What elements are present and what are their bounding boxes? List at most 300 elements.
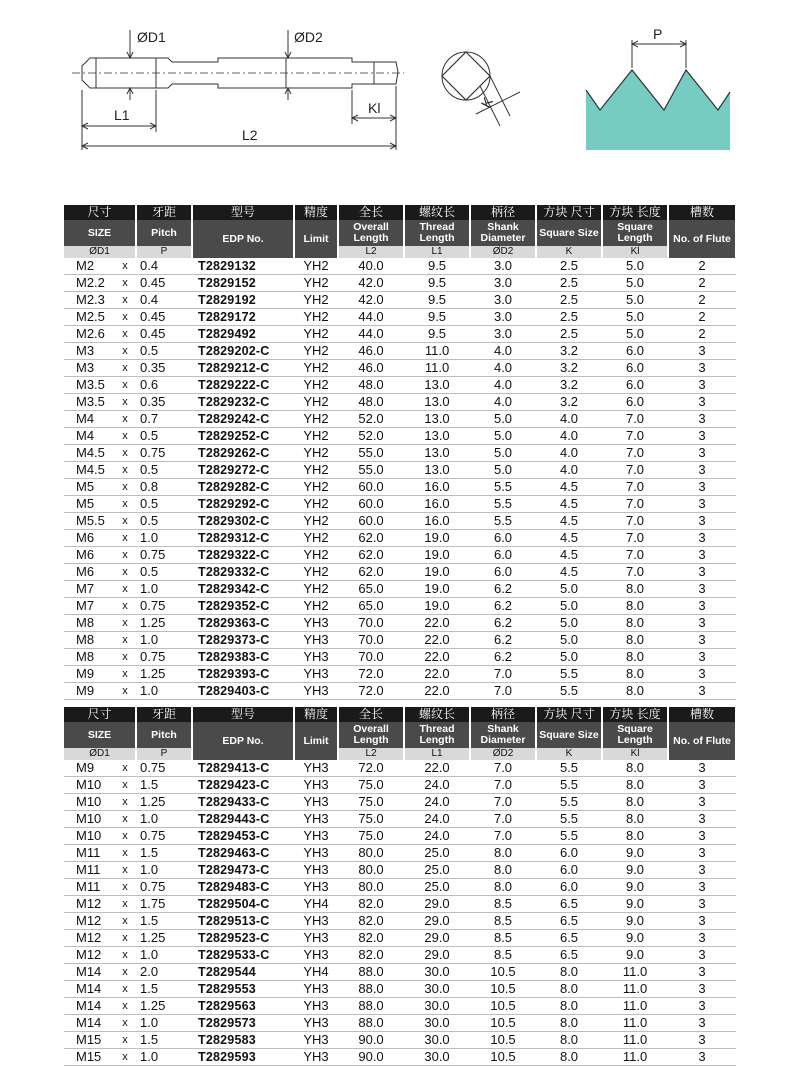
cell-pitch: 0.75	[136, 445, 192, 462]
cell-size: M8	[64, 632, 114, 649]
header-square-zh: 方块 尺寸	[536, 205, 602, 220]
cell-thread-length: 29.0	[404, 947, 470, 964]
cell-thread-length: 11.0	[404, 360, 470, 377]
cell-x: x	[114, 343, 136, 360]
table-row	[64, 411, 736, 428]
cell-size: M8	[64, 649, 114, 666]
cell-flutes: 3	[668, 1032, 736, 1049]
cell-limit: YH2	[294, 360, 338, 377]
cell-thread-length: 29.0	[404, 930, 470, 947]
cell-thread-length: 29.0	[404, 913, 470, 930]
cell-square-length: 11.0	[602, 981, 668, 998]
cell-overall-length: 44.0	[338, 309, 404, 326]
header-flute-zh: 槽数	[668, 707, 736, 722]
cell-overall-length: 42.0	[338, 275, 404, 292]
cell-flutes: 3	[668, 598, 736, 615]
cell-overall-length: 90.0	[338, 1032, 404, 1049]
cell-shank-diameter: 10.5	[470, 981, 536, 998]
cell-limit: YH2	[294, 309, 338, 326]
cell-thread-length: 24.0	[404, 794, 470, 811]
cell-shank-diameter: 8.5	[470, 947, 536, 964]
cell-pitch: 1.75	[136, 896, 192, 913]
cell-overall-length: 75.0	[338, 777, 404, 794]
cell-limit: YH2	[294, 581, 338, 598]
cell-limit: YH4	[294, 896, 338, 913]
cell-pitch: 0.75	[136, 828, 192, 845]
cell-shank-diameter: 5.5	[470, 479, 536, 496]
cell-square-length: 11.0	[602, 1049, 668, 1066]
cell-shank-diameter: 7.0	[470, 683, 536, 700]
cell-edp: T2829553	[192, 981, 294, 998]
cell-limit: YH3	[294, 760, 338, 777]
cell-square-length: 8.0	[602, 794, 668, 811]
cell-overall-length: 46.0	[338, 343, 404, 360]
cell-pitch: 0.7	[136, 411, 192, 428]
header-square: Square Size	[536, 722, 602, 748]
cell-edp: T2829443-C	[192, 811, 294, 828]
cell-edp: T2829302-C	[192, 513, 294, 530]
cell-square-length: 11.0	[602, 998, 668, 1015]
cell-overall-length: 48.0	[338, 394, 404, 411]
cell-edp: T2829544	[192, 964, 294, 981]
cell-square-length: 5.0	[602, 292, 668, 309]
cell-square-length: 7.0	[602, 530, 668, 547]
cell-thread-length: 9.5	[404, 275, 470, 292]
cell-thread-length: 13.0	[404, 445, 470, 462]
cell-overall-length: 70.0	[338, 632, 404, 649]
cell-edp: T2829272-C	[192, 462, 294, 479]
cell-flutes: 3	[668, 862, 736, 879]
cell-size: M12	[64, 930, 114, 947]
table-row	[64, 309, 736, 326]
cell-size: M2.6	[64, 326, 114, 343]
cell-overall-length: 42.0	[338, 292, 404, 309]
cell-edp: T2829152	[192, 275, 294, 292]
cell-overall-length: 88.0	[338, 998, 404, 1015]
cell-overall-length: 72.0	[338, 760, 404, 777]
cell-size: M12	[64, 896, 114, 913]
cell-thread-length: 25.0	[404, 879, 470, 896]
cell-square-size: 2.5	[536, 275, 602, 292]
cell-flutes: 3	[668, 513, 736, 530]
table-row	[64, 615, 736, 632]
label-p: P	[653, 26, 663, 42]
cell-edp: T2829433-C	[192, 794, 294, 811]
cell-pitch: 0.5	[136, 343, 192, 360]
cell-flutes: 3	[668, 998, 736, 1015]
cell-x: x	[114, 862, 136, 879]
cell-overall-length: 88.0	[338, 1015, 404, 1032]
cell-overall-length: 55.0	[338, 462, 404, 479]
header-overall-zh: 全长	[338, 707, 404, 722]
cell-overall-length: 72.0	[338, 666, 404, 683]
cell-pitch: 0.5	[136, 513, 192, 530]
cell-overall-length: 72.0	[338, 683, 404, 700]
cell-edp: T2829282-C	[192, 479, 294, 496]
header-square: Square Size	[536, 220, 602, 246]
cell-size: M7	[64, 581, 114, 598]
cell-square-length: 7.0	[602, 513, 668, 530]
cell-flutes: 2	[668, 309, 736, 326]
cell-size: M4	[64, 411, 114, 428]
cell-thread-length: 30.0	[404, 964, 470, 981]
cell-thread-length: 9.5	[404, 326, 470, 343]
cell-limit: YH2	[294, 258, 338, 275]
cell-flutes: 3	[668, 1049, 736, 1066]
table-row	[64, 547, 736, 564]
cell-pitch: 0.5	[136, 496, 192, 513]
cell-edp: T2829242-C	[192, 411, 294, 428]
cell-flutes: 3	[668, 428, 736, 445]
cell-square-length: 7.0	[602, 445, 668, 462]
cell-edp: T2829363-C	[192, 615, 294, 632]
cell-square-length: 11.0	[602, 1015, 668, 1032]
header-thread-zh: 螺纹长	[404, 205, 470, 220]
cell-limit: YH2	[294, 377, 338, 394]
cell-shank-diameter: 6.2	[470, 649, 536, 666]
cell-square-size: 4.0	[536, 462, 602, 479]
cell-overall-length: 90.0	[338, 1049, 404, 1066]
cell-size: M14	[64, 998, 114, 1015]
cell-shank-diameter: 7.0	[470, 777, 536, 794]
label-d2: ØD2	[294, 29, 323, 45]
cell-thread-length: 24.0	[404, 777, 470, 794]
cell-shank-diameter: 10.5	[470, 1032, 536, 1049]
table-row	[64, 1032, 736, 1049]
cell-square-length: 9.0	[602, 862, 668, 879]
header-shank-zh: 柄径	[470, 707, 536, 722]
cell-thread-length: 16.0	[404, 496, 470, 513]
tap-dimension-diagram	[0, 0, 800, 180]
cell-square-length: 8.0	[602, 615, 668, 632]
table-row	[64, 1015, 736, 1032]
cell-flutes: 3	[668, 683, 736, 700]
table-row	[64, 360, 736, 377]
cell-pitch: 1.5	[136, 1032, 192, 1049]
cell-square-size: 5.5	[536, 794, 602, 811]
table-row	[64, 564, 736, 581]
cell-square-size: 5.0	[536, 649, 602, 666]
header-pitch-sym: P	[136, 246, 192, 258]
cell-square-size: 5.5	[536, 683, 602, 700]
cell-square-size: 8.0	[536, 1049, 602, 1066]
cell-flutes: 3	[668, 930, 736, 947]
cell-x: x	[114, 1032, 136, 1049]
cell-square-size: 4.5	[536, 564, 602, 581]
header-thread: Thread Length	[404, 722, 470, 748]
cell-shank-diameter: 7.0	[470, 811, 536, 828]
cell-shank-diameter: 6.2	[470, 598, 536, 615]
header-edp: EDP No.	[192, 722, 294, 760]
cell-flutes: 3	[668, 981, 736, 998]
cell-overall-length: 52.0	[338, 428, 404, 445]
cell-square-length: 9.0	[602, 930, 668, 947]
cell-x: x	[114, 445, 136, 462]
cell-pitch: 1.0	[136, 862, 192, 879]
cell-size: M6	[64, 564, 114, 581]
cell-limit: YH2	[294, 428, 338, 445]
cell-overall-length: 75.0	[338, 828, 404, 845]
cell-square-length: 8.0	[602, 777, 668, 794]
cell-square-size: 5.0	[536, 581, 602, 598]
cell-shank-diameter: 5.0	[470, 462, 536, 479]
cell-thread-length: 9.5	[404, 309, 470, 326]
cell-limit: YH3	[294, 947, 338, 964]
cell-size: M7	[64, 598, 114, 615]
cell-overall-length: 46.0	[338, 360, 404, 377]
cell-shank-diameter: 10.5	[470, 1049, 536, 1066]
cell-x: x	[114, 598, 136, 615]
cell-size: M4.5	[64, 445, 114, 462]
cell-pitch: 0.75	[136, 760, 192, 777]
cell-square-size: 5.0	[536, 598, 602, 615]
header-thread-sym: L1	[404, 246, 470, 258]
cell-edp: T2829463-C	[192, 845, 294, 862]
cell-pitch: 0.5	[136, 462, 192, 479]
table-row	[64, 445, 736, 462]
label-l1: L1	[114, 107, 130, 123]
cell-edp: T2829132	[192, 258, 294, 275]
cell-limit: YH2	[294, 343, 338, 360]
cell-flutes: 2	[668, 292, 736, 309]
cell-size: M14	[64, 964, 114, 981]
cell-x: x	[114, 547, 136, 564]
cell-square-size: 4.5	[536, 479, 602, 496]
cell-size: M3.5	[64, 377, 114, 394]
header-size: SIZE	[64, 722, 136, 748]
cell-x: x	[114, 845, 136, 862]
cell-shank-diameter: 6.0	[470, 564, 536, 581]
cell-flutes: 3	[668, 666, 736, 683]
table-row	[64, 530, 736, 547]
table-row	[64, 326, 736, 343]
cell-shank-diameter: 3.0	[470, 258, 536, 275]
header-overall: Overall Length	[338, 722, 404, 748]
cell-square-length: 6.0	[602, 377, 668, 394]
cell-size: M9	[64, 760, 114, 777]
cell-limit: YH3	[294, 1049, 338, 1066]
cell-x: x	[114, 292, 136, 309]
header-pitch-zh: 牙距	[136, 205, 192, 220]
cell-edp: T2829573	[192, 1015, 294, 1032]
cell-overall-length: 88.0	[338, 964, 404, 981]
cell-square-size: 6.5	[536, 947, 602, 964]
cell-square-length: 5.0	[602, 275, 668, 292]
cell-square-length: 8.0	[602, 632, 668, 649]
cell-square-size: 5.5	[536, 666, 602, 683]
cell-square-size: 6.0	[536, 879, 602, 896]
cell-square-length: 8.0	[602, 666, 668, 683]
cell-edp: T2829252-C	[192, 428, 294, 445]
label-l2: L2	[242, 127, 258, 143]
cell-thread-length: 30.0	[404, 998, 470, 1015]
cell-pitch: 2.0	[136, 964, 192, 981]
cell-x: x	[114, 777, 136, 794]
label-k: K	[477, 94, 497, 111]
cell-thread-length: 13.0	[404, 411, 470, 428]
cell-edp: T2829453-C	[192, 828, 294, 845]
cell-square-size: 5.0	[536, 632, 602, 649]
table-row	[64, 462, 736, 479]
table-row	[64, 513, 736, 530]
table-row	[64, 981, 736, 998]
table-row	[64, 581, 736, 598]
table-row	[64, 258, 736, 275]
cell-limit: YH3	[294, 615, 338, 632]
cell-pitch: 1.5	[136, 777, 192, 794]
cell-thread-length: 9.5	[404, 258, 470, 275]
cell-shank-diameter: 8.0	[470, 862, 536, 879]
table-row	[64, 828, 736, 845]
cell-shank-diameter: 4.0	[470, 394, 536, 411]
cell-overall-length: 80.0	[338, 879, 404, 896]
header-size-sym: ØD1	[64, 748, 136, 760]
table-row	[64, 666, 736, 683]
cell-pitch: 0.75	[136, 649, 192, 666]
cell-pitch: 0.4	[136, 258, 192, 275]
cell-limit: YH3	[294, 1032, 338, 1049]
cell-flutes: 3	[668, 547, 736, 564]
cell-edp: T2829202-C	[192, 343, 294, 360]
cell-flutes: 3	[668, 530, 736, 547]
table-row	[64, 811, 736, 828]
table-row	[64, 1049, 736, 1066]
cell-x: x	[114, 530, 136, 547]
cell-limit: YH2	[294, 462, 338, 479]
cell-thread-length: 25.0	[404, 862, 470, 879]
cell-square-length: 5.0	[602, 309, 668, 326]
cell-pitch: 1.25	[136, 930, 192, 947]
cell-flutes: 2	[668, 275, 736, 292]
cell-edp: T2829383-C	[192, 649, 294, 666]
cell-size: M3	[64, 360, 114, 377]
cell-flutes: 3	[668, 1015, 736, 1032]
cell-size: M2.5	[64, 309, 114, 326]
cell-square-length: 5.0	[602, 258, 668, 275]
cell-edp: T2829563	[192, 998, 294, 1015]
cell-thread-length: 19.0	[404, 530, 470, 547]
cell-overall-length: 70.0	[338, 649, 404, 666]
header-square-len: Square Length	[602, 722, 668, 748]
table-row	[64, 760, 736, 777]
cell-edp: T2829262-C	[192, 445, 294, 462]
header-shank-sym: ØD2	[470, 748, 536, 760]
cell-shank-diameter: 5.5	[470, 513, 536, 530]
cell-pitch: 1.0	[136, 947, 192, 964]
table-row	[64, 598, 736, 615]
cell-square-length: 9.0	[602, 896, 668, 913]
cell-edp: T2829332-C	[192, 564, 294, 581]
cell-limit: YH2	[294, 292, 338, 309]
cell-shank-diameter: 8.5	[470, 930, 536, 947]
cell-limit: YH3	[294, 632, 338, 649]
cell-flutes: 3	[668, 479, 736, 496]
cell-edp: T2829504-C	[192, 896, 294, 913]
cell-limit: YH4	[294, 964, 338, 981]
cell-overall-length: 65.0	[338, 598, 404, 615]
cell-flutes: 3	[668, 760, 736, 777]
cell-size: M14	[64, 1015, 114, 1032]
cell-overall-length: 60.0	[338, 479, 404, 496]
table-row	[64, 683, 736, 700]
cell-square-length: 7.0	[602, 479, 668, 496]
cell-limit: YH2	[294, 513, 338, 530]
cell-edp: T2829352-C	[192, 598, 294, 615]
cell-size: M15	[64, 1032, 114, 1049]
cell-thread-length: 22.0	[404, 666, 470, 683]
cell-square-length: 8.0	[602, 828, 668, 845]
cell-shank-diameter: 10.5	[470, 964, 536, 981]
cell-edp: T2829373-C	[192, 632, 294, 649]
header-size-zh: 尺寸	[64, 707, 136, 722]
cell-flutes: 3	[668, 632, 736, 649]
cell-thread-length: 19.0	[404, 598, 470, 615]
cell-shank-diameter: 6.0	[470, 547, 536, 564]
cell-square-length: 8.0	[602, 649, 668, 666]
header-pitch-zh: 牙距	[136, 707, 192, 722]
cell-x: x	[114, 896, 136, 913]
cell-shank-diameter: 3.0	[470, 309, 536, 326]
cell-thread-length: 13.0	[404, 377, 470, 394]
header-square-len-zh: 方块 长度	[602, 707, 668, 722]
cell-x: x	[114, 309, 136, 326]
cell-flutes: 2	[668, 326, 736, 343]
cell-flutes: 3	[668, 411, 736, 428]
cell-edp: T2829413-C	[192, 760, 294, 777]
cell-flutes: 3	[668, 377, 736, 394]
cell-square-size: 3.2	[536, 377, 602, 394]
cell-shank-diameter: 5.0	[470, 411, 536, 428]
cell-square-size: 4.0	[536, 445, 602, 462]
cell-limit: YH2	[294, 479, 338, 496]
cell-square-length: 8.0	[602, 581, 668, 598]
cell-pitch: 0.45	[136, 309, 192, 326]
cell-thread-length: 13.0	[404, 428, 470, 445]
cell-pitch: 1.5	[136, 981, 192, 998]
cell-square-size: 4.5	[536, 513, 602, 530]
cell-x: x	[114, 1049, 136, 1066]
header-thread: Thread Length	[404, 220, 470, 246]
cell-square-size: 4.0	[536, 428, 602, 445]
header-shank-zh: 柄径	[470, 205, 536, 220]
cell-x: x	[114, 879, 136, 896]
cell-x: x	[114, 649, 136, 666]
cell-square-length: 6.0	[602, 394, 668, 411]
cell-pitch: 0.75	[136, 598, 192, 615]
cell-edp: T2829212-C	[192, 360, 294, 377]
cell-square-size: 3.2	[536, 394, 602, 411]
cell-square-size: 8.0	[536, 998, 602, 1015]
cell-edp: T2829322-C	[192, 547, 294, 564]
header-shank-sym: ØD2	[470, 246, 536, 258]
cell-edp: T2829533-C	[192, 947, 294, 964]
cell-limit: YH3	[294, 913, 338, 930]
cell-shank-diameter: 7.0	[470, 760, 536, 777]
cell-square-size: 4.5	[536, 547, 602, 564]
cell-limit: YH3	[294, 845, 338, 862]
cell-pitch: 0.75	[136, 547, 192, 564]
header-overall-zh: 全长	[338, 205, 404, 220]
header-square-len-sym: Kl	[602, 748, 668, 760]
table-row	[64, 377, 736, 394]
cell-flutes: 3	[668, 564, 736, 581]
cell-size: M10	[64, 828, 114, 845]
cell-square-length: 9.0	[602, 947, 668, 964]
cell-thread-length: 16.0	[404, 479, 470, 496]
cell-size: M10	[64, 794, 114, 811]
header-thread-zh: 螺纹长	[404, 707, 470, 722]
cell-size: M6	[64, 547, 114, 564]
